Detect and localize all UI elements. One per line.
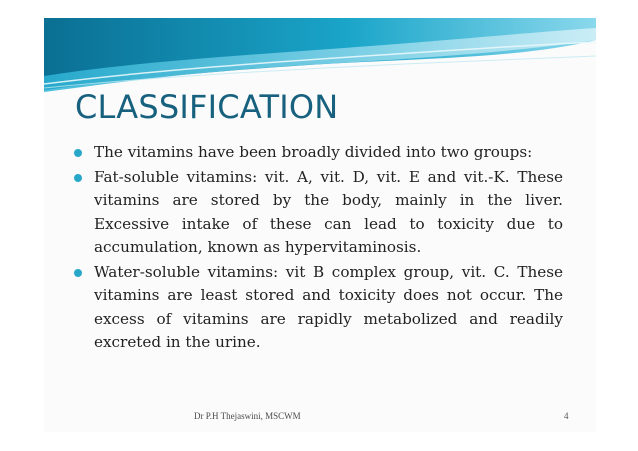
bullet-text: The vitamins have been broadly divided into two groups: — [94, 143, 533, 161]
footer-author: Dr P.H Thejaswini, MSCWM — [194, 411, 301, 421]
bullet-list — [73, 141, 563, 355]
bullet-item — [73, 141, 563, 165]
page-number: 4 — [564, 411, 569, 421]
header-wave-decoration — [44, 18, 596, 96]
bullet-dot-icon — [74, 149, 82, 157]
bullet-dot-icon — [74, 269, 82, 277]
bullet-item — [73, 166, 563, 260]
bullet-text: Fat-soluble vitamins: vit. A, vit. D, vit. E and vit.-K. These vitamins are stored by the body, mainly in the liver. Excessive intake of these can lead to toxicity due to accumulation, known as hypervitaminosis. — [94, 167, 563, 256]
bullet-item — [73, 261, 563, 355]
bullet-text: Water-soluble vitamins: vit B complex group, vit. C. These vitamins are least stored and toxicity does not occur. The excess of vitamins are rapidly metabolized and readily excreted in the urine. — [94, 262, 563, 351]
slide-title: CLASSIFICATION — [75, 88, 339, 126]
slide — [44, 18, 596, 432]
bullet-dot-icon — [74, 174, 82, 182]
